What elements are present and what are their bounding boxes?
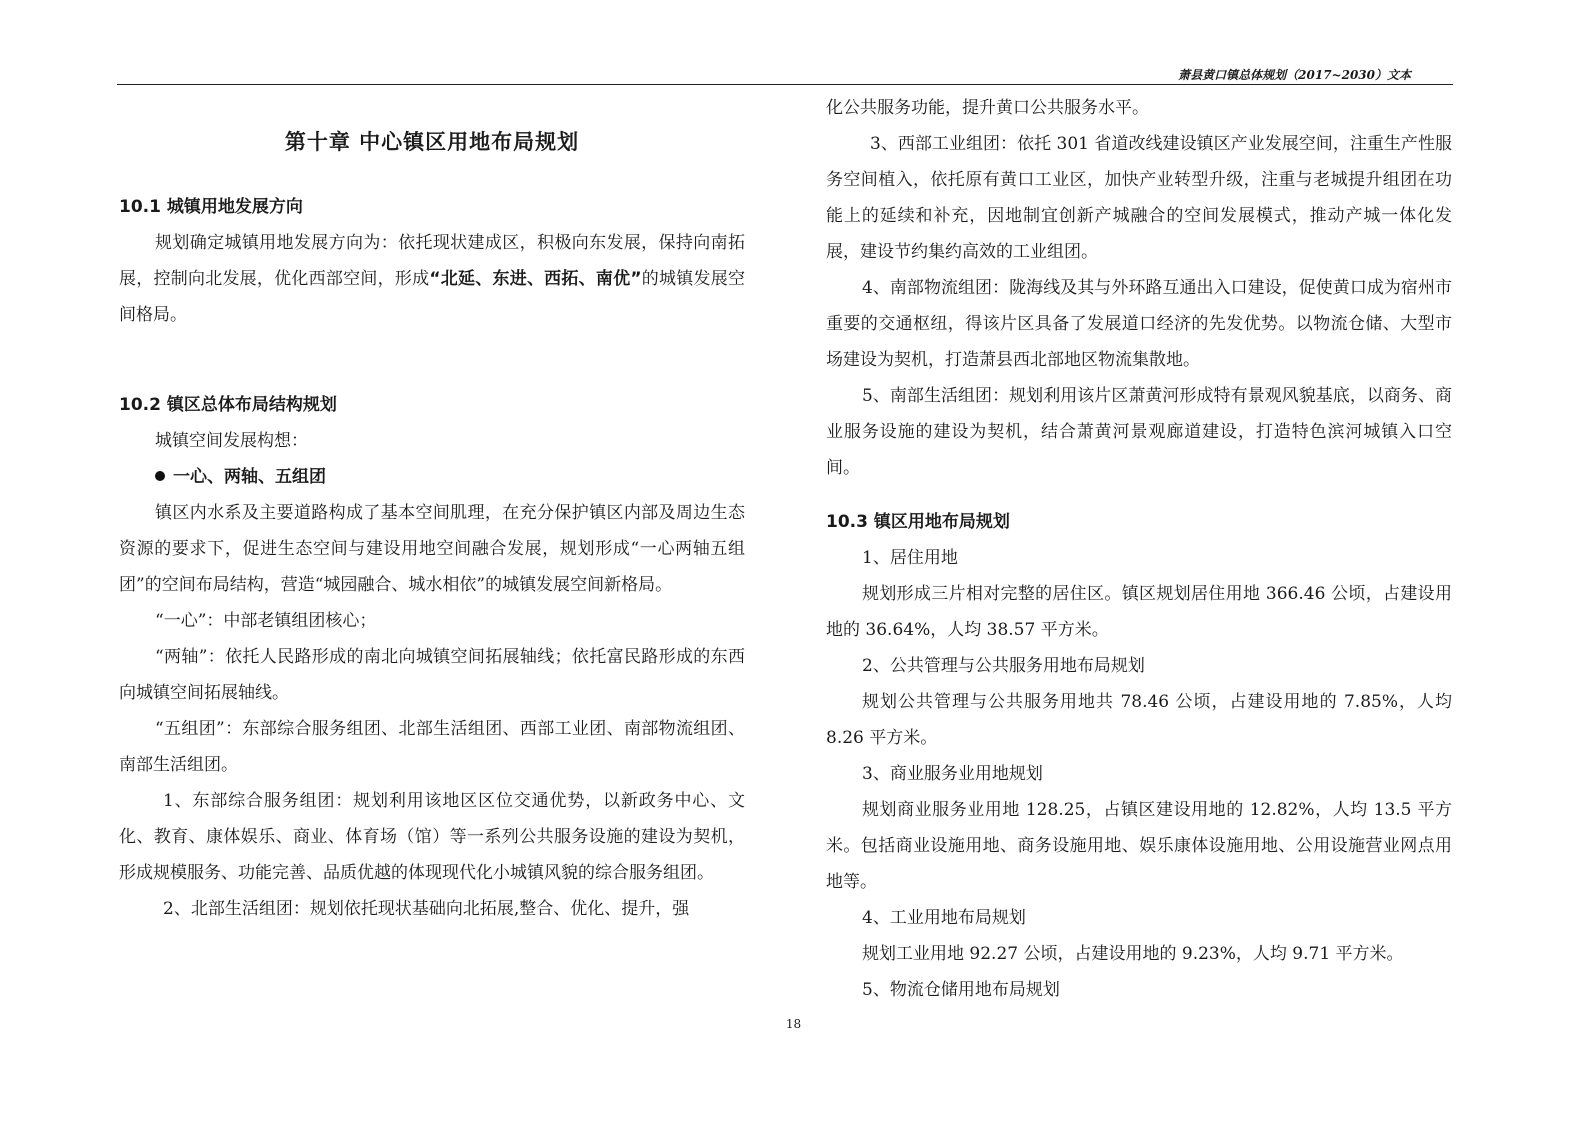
paragraph: 规划公共管理与公共服务用地共 78.46 公顷，占建设用地的 7.85%，人均 8.26 平方米。	[826, 692, 1452, 748]
bold-phrase: “北延、东进、西拓、南优”	[429, 269, 642, 289]
paragraph: 城镇空间发展构想：	[155, 431, 308, 451]
paragraph: 化公共服务功能，提升黄口公共服务水平。	[826, 98, 1149, 118]
bullet-item	[119, 459, 745, 495]
paragraph: “两轴”：依托人民路形成的南北向城镇空间拓展轴线；依托富民路形成的东西向城镇空间拓展轴线。	[119, 647, 745, 703]
paragraph: “五组团”：东部综合服务组团、北部生活组团、西部工业团、南部物流组团、南部生活组团。	[119, 719, 745, 775]
right-column	[826, 90, 1452, 1008]
paragraph: 3、商业服务业用地规划	[862, 764, 1043, 784]
chapter-title: 第十章 中心镇区用地布局规划	[284, 129, 580, 154]
bullet-icon	[155, 471, 165, 481]
paragraph: 1、东部综合服务组团：规划利用该地区区位交通优势，以新政务中心、文化、教育、康体娱乐、商业、体育场（馆）等一系列公共服务设施的建设为契机，形成规模服务、功能完善、品质优越的体现现代化小城镇风貌的综合服务组团。	[119, 791, 745, 883]
paragraph: 4、南部物流组团：陇海线及其与外环路互通出入口建设，促使黄口成为宿州市重要的交通枢纽，得该片区具备了发展道口经济的先发优势。以物流仓储、大型市场建设为契机，打造萧县西北部地区物流集散地。	[826, 278, 1452, 370]
paragraph: “一心”：中部老镇组团核心；	[155, 611, 377, 631]
paragraph: 4、工业用地布局规划	[862, 908, 1026, 928]
section-heading-10-2: 10.2 镇区总体布局结构规划	[119, 395, 337, 415]
paragraph	[119, 225, 745, 333]
paragraph: 规划形成三片相对完整的居住区。镇区规划居住用地 366.46 公顷，占建设用地的 36.64%，人均 38.57 平方米。	[826, 584, 1452, 640]
paragraph: 2、北部生活组团：规划依托现状基础向北拓展,整合、优化、提升，强	[163, 899, 690, 919]
paragraph: 3、西部工业组团：依托 301 省道改线建设镇区产业发展空间，注重生产性服务空间植入，依托原有黄口工业区，加快产业转型升级，注重与老城提升组团在功能上的延续和补充，因地制宜创新产城融合的空间发展模式，推动产城一体化发展，建设节约集约高效的工业组团。	[826, 134, 1452, 262]
page-number: 18	[785, 1017, 802, 1031]
left-column	[119, 189, 745, 927]
section-heading-10-1: 10.1 城镇用地发展方向	[119, 197, 303, 217]
paragraph: 规划工业用地 92.27 公顷，占建设用地的 9.23%，人均 9.71 平方米。	[862, 944, 1404, 964]
paragraph: 2、公共管理与公共服务用地布局规划	[862, 656, 1145, 676]
bullet-text: 一心、两轴、五组团	[173, 467, 326, 487]
section-heading-10-3: 10.3 镇区用地布局规划	[826, 512, 1010, 532]
paragraph: 5、物流仓储用地布局规划	[862, 980, 1060, 1000]
paragraph: 5、南部生活组团：规划利用该片区萧黄河形成特有景观风貌基底，以商务、商业服务设施的建设为契机，结合萧黄河景观廊道建设，打造特色滨河城镇入口空间。	[826, 386, 1452, 478]
paragraph: 镇区内水系及主要道路构成了基本空间肌理，在充分保护镇区内部及周边生态资源的要求下，促进生态空间与建设用地空间融合发展，规划形成“一心两轴五组团”的空间布局结构，营造“城园融合、城水相依”的城镇发展空间新格局。	[119, 503, 745, 595]
header-rule	[117, 84, 1453, 85]
text-run: 的城镇发展空间格局。	[119, 269, 746, 325]
header-title: 萧县黄口镇总体规划（2017~2030）文本	[1178, 68, 1411, 82]
paragraph: 1、居住用地	[862, 548, 958, 568]
paragraph: 规划商业服务业用地 128.25，占镇区建设用地的 12.82%，人均 13.5 平方米。包括商业设施用地、商务设施用地、娱乐康体设施用地、公用设施营业网点用地等。	[826, 800, 1452, 892]
text-run: 规划确定城镇用地发展方向为：依托现状建成区，积极向东发展，保持向南拓展，控制向北发展，优化西部空间，形成	[119, 233, 745, 289]
